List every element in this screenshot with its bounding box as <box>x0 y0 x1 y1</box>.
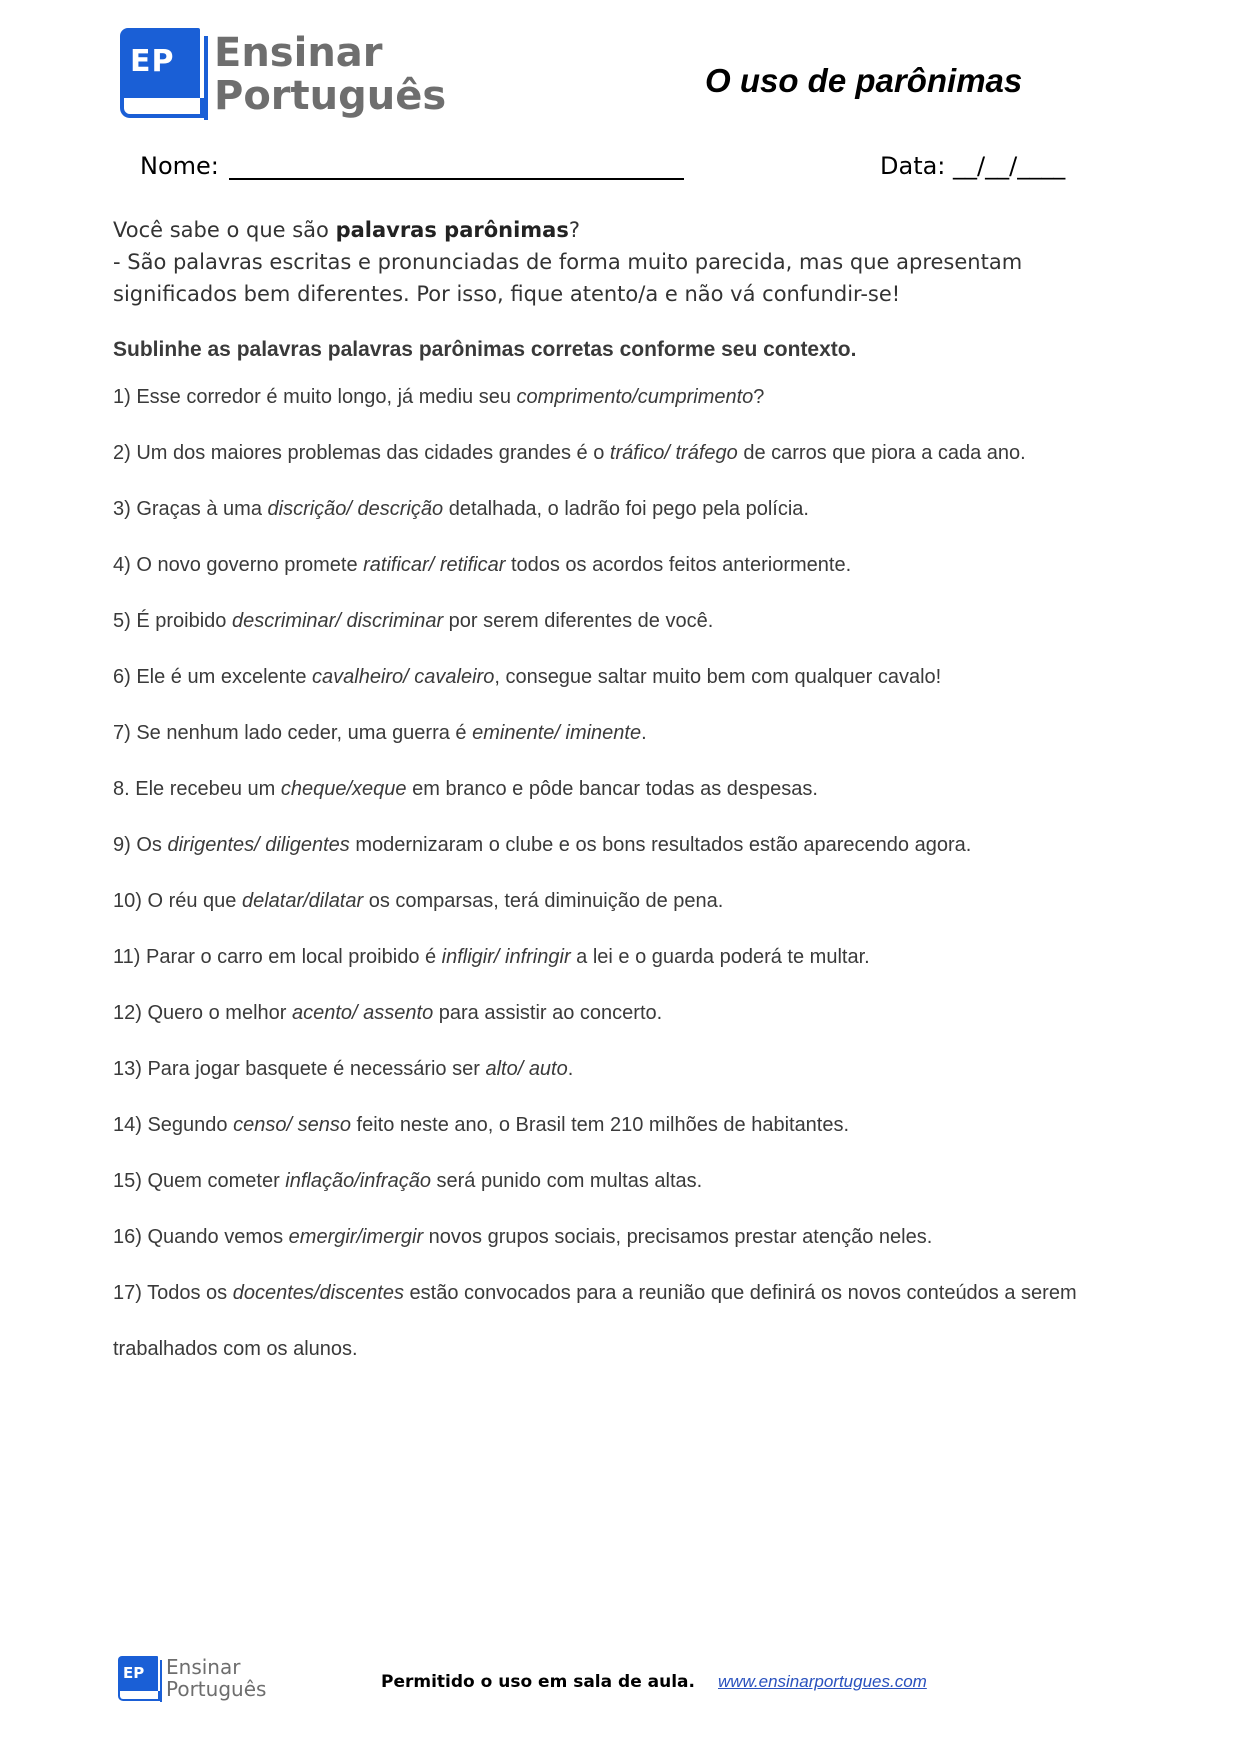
footer-wordmark: Ensinar Português <box>166 1655 267 1701</box>
exercise-item-16: 16) Quando vemos emergir/imergir novos grupos sociais, precisamos prestar atenção neles. <box>113 1226 933 1248</box>
paronym-options[interactable]: descriminar/ discriminar <box>231 610 444 632</box>
name-field <box>140 152 684 180</box>
intro-paragraph <box>113 214 1113 310</box>
paronym-options[interactable]: infligir/ infringir <box>441 946 571 968</box>
website-link[interactable]: www.ensinarportugues.com <box>718 1672 927 1691</box>
date-field: Data: __/__/____ <box>880 152 1066 180</box>
paronym-options[interactable]: acento/ assento <box>291 1002 434 1024</box>
intro-bold-term: palavras parônimas <box>335 218 569 242</box>
exercise-item-6: 6) Ele é um excelente cavalheiro/ cavaleiro, consegue saltar muito bem com qualquer cavalo! <box>113 666 942 688</box>
exercise-item-3: 3) Graças à uma discrição/ descrição detalhada, o ladrão foi pego pela polícia. <box>113 498 809 520</box>
exercise-item-9: 9) Os dirigentes/ diligentes modernizaram o clube e os bons resultados estão aparecendo agora. <box>113 834 972 856</box>
intro-definition-line-1: - São palavras escritas e pronunciadas de forma muito parecida, mas que apresentam <box>113 250 1023 274</box>
exercise-item-1: 1) Esse corredor é muito longo, já mediu seu comprimento/cumprimento? <box>113 386 765 408</box>
exercise-item-8: 8. Ele recebeu um cheque/xeque em branco e pôde bancar todas as despesas. <box>113 778 818 800</box>
exercise-item-12: 12) Quero o melhor acento/ assento para assistir ao concerto. <box>113 1002 663 1024</box>
exercise-instruction: Sublinhe as palavras palavras parônimas corretas conforme seu contexto. <box>113 338 857 361</box>
paronym-options[interactable]: discrição/ descrição <box>267 498 444 520</box>
paronym-options[interactable]: emergir/imergir <box>288 1226 424 1248</box>
exercise-item-11: 11) Parar o carro em local proibido é infligir/ infringir a lei e o guarda poderá te multar. <box>113 946 870 968</box>
exercise-item-14: 14) Segundo censo/ senso feito neste ano, o Brasil tem 210 milhões de habitantes. <box>113 1114 850 1136</box>
name-blank-line <box>229 154 684 180</box>
exercise-item-2: 2) Um dos maiores problemas das cidades grandes é o tráfico/ tráfego de carros que piora a cada ano. <box>113 442 1026 464</box>
exercise-item-10: 10) O réu que delatar/dilatar os comparsas, terá diminuição de pena. <box>113 890 724 912</box>
logo-line-1: Ensinar <box>214 30 383 76</box>
book-icon <box>120 28 204 120</box>
paronym-options[interactable]: tráfico/ tráfego <box>609 442 738 464</box>
exercise-item-4: 4) O novo governo promete ratificar/ retificar todos os acordos feitos anteriormente. <box>113 554 852 576</box>
book-icon: EP <box>118 1656 160 1702</box>
logo-wordmark <box>214 32 446 118</box>
exercise-item-13: 13) Para jogar basquete é necessário ser alto/ auto. <box>113 1058 574 1080</box>
footer-logo <box>118 1656 266 1702</box>
exercise-item-7: 7) Se nenhum lado ceder, uma guerra é eminente/ iminente. <box>113 722 647 744</box>
intro-definition-line-2: significados bem diferentes. Por isso, fique atento/a e não vá confundir-se! <box>113 282 901 306</box>
intro-question: Você sabe o que são palavras parônimas? <box>113 218 581 242</box>
paronym-options[interactable]: cavalheiro/ cavaleiro <box>312 666 495 688</box>
paronym-options[interactable]: censo/ senso <box>233 1114 351 1136</box>
paronym-options[interactable]: eminente/ iminente <box>472 722 642 744</box>
paronym-options[interactable]: inflação/infração <box>285 1170 431 1192</box>
paronym-options[interactable]: alto/ auto <box>485 1058 568 1080</box>
paronym-options[interactable]: dirigentes/ diligentes <box>167 834 350 856</box>
logo-badge: EP <box>130 44 175 79</box>
exercise-item-17: 17) Todos os docentes/discentes estão convocados para a reunião que definirá os novos conteúdos a serem <box>113 1282 1077 1304</box>
worksheet-title: O uso de parônimas <box>705 62 1023 99</box>
logo-line-2: Português <box>214 73 447 119</box>
page-footer <box>118 1656 1018 1706</box>
paronym-options[interactable]: docentes/discentes <box>232 1282 404 1304</box>
brand-logo <box>120 28 446 120</box>
paronym-options[interactable]: ratificar/ retificar <box>363 554 506 576</box>
usage-permission-note: Permitido o uso em sala de aula. <box>381 1672 695 1692</box>
paronym-options[interactable]: comprimento/cumprimento <box>516 386 754 408</box>
name-label: Nome: <box>140 152 219 180</box>
exercise-item-17-continuation: trabalhados com os alunos. <box>113 1338 358 1360</box>
paronym-options[interactable]: delatar/dilatar <box>241 890 364 912</box>
exercise-item-15: 15) Quem cometer inflação/infração será punido com multas altas. <box>113 1170 703 1192</box>
exercise-list <box>113 383 1123 1391</box>
exercise-item-5: 5) É proibido descriminar/ discriminar por serem diferentes de você. <box>113 610 714 632</box>
paronym-options[interactable]: cheque/xeque <box>280 778 407 800</box>
